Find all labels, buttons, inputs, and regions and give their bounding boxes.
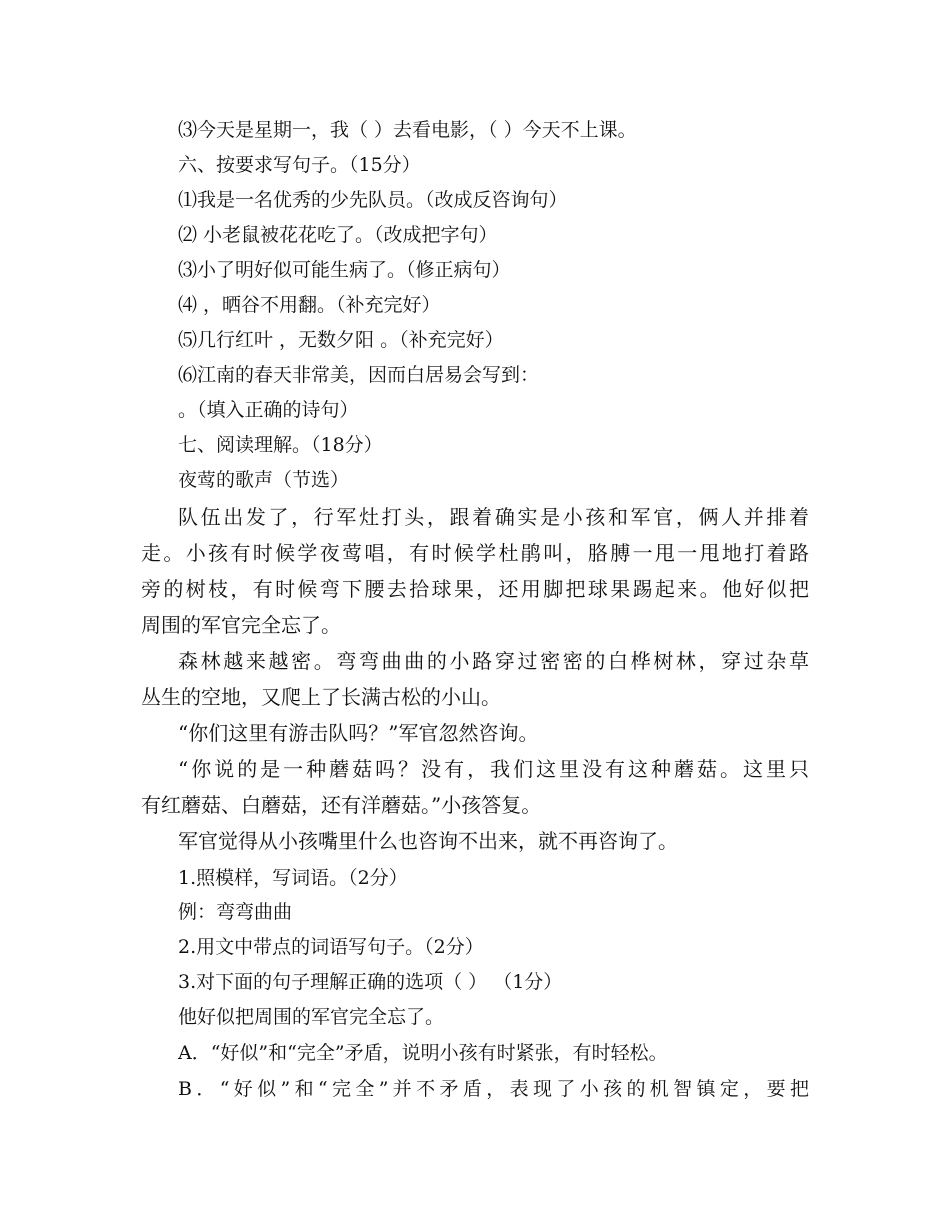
passage-line: 周围的军官完全忘了。 [141, 613, 341, 637]
sentence-item-4: ⑷ ，晒谷不用翻。（补充完好） [178, 294, 441, 316]
sentence-item-6: ⑹江南的春天非常美，因而白居易会写到： [178, 364, 540, 386]
passage-line: 丛生的空地，又爬上了长满古松的小山。 [141, 685, 501, 709]
option-a: A．“好似”和“完全”矛盾，说明小孩有时紧张，有时轻松。 [178, 1042, 668, 1064]
passage-line: 走。小孩有时候学夜莺唱，有时候学杜鹃叫，胳膊一甩一甩地打着路 [141, 541, 809, 565]
question-2: 2.用文中带点的词语写句子。（2分） [178, 936, 484, 958]
sentence-item-6-cont: 。（填入正确的诗句） [178, 399, 359, 421]
question-3-sentence: 他好似把周围的军官完全忘了。 [178, 1006, 445, 1028]
section-6-heading: 六、按要求写句子。（15分） [178, 154, 421, 176]
question-1-example: 例：弯弯曲曲 [178, 901, 293, 923]
question-1: 1.照模样，写词语。（2分） [178, 867, 408, 889]
passage-line: “你们这里有游击队吗？”军官忽然咨询。 [178, 721, 539, 745]
passage-line: 军官觉得从小孩嘴里什么也咨询不出来，就不再咨询了。 [178, 829, 678, 853]
option-b: B．“好似”和“完全”并不矛盾，表现了小孩的机智镇定，要把 [178, 1078, 809, 1100]
fill-blank-item-3: ⑶今天是星期一，我（ ）去看电影，（ ）今天不上课。 [178, 119, 637, 141]
passage-line: 森林越来越密。弯弯曲曲的小路穿过密密的白桦树林，穿过杂草 [178, 649, 809, 673]
sentence-item-5: ⑸几行红叶 ，无数夕阳 。（补充完好） [178, 329, 504, 351]
sentence-item-2: ⑵ 小老鼠被花花吃了。（改成把字句） [178, 224, 498, 246]
section-7-heading: 七、阅读理解。（18分） [178, 434, 383, 456]
passage-line: 有红蘑菇、白蘑菇，还有洋蘑菇。”小孩答复。 [141, 793, 542, 817]
passage-line: 队伍出发了，行军灶打头，跟着确实是小孩和军官，俩人并排着 [178, 505, 809, 529]
passage-line: 旁的树枝，有时候弯下腰去拾球果，还用脚把球果踢起来。他好似把 [141, 577, 809, 601]
sentence-item-1: ⑴我是一名优秀的少先队员。（改成反咨询句） [178, 189, 568, 211]
passage-line: “你说的是一种蘑菇吗？没有，我们这里没有这种蘑菇。这里只 [178, 757, 809, 781]
question-3: 3.对下面的句子理解正确的选项（ ） （1分） [178, 971, 563, 993]
sentence-item-3: ⑶小了明好似可能生病了。（修正病句） [178, 259, 511, 281]
passage-title: 夜莺的歌声（节选） [178, 469, 350, 491]
